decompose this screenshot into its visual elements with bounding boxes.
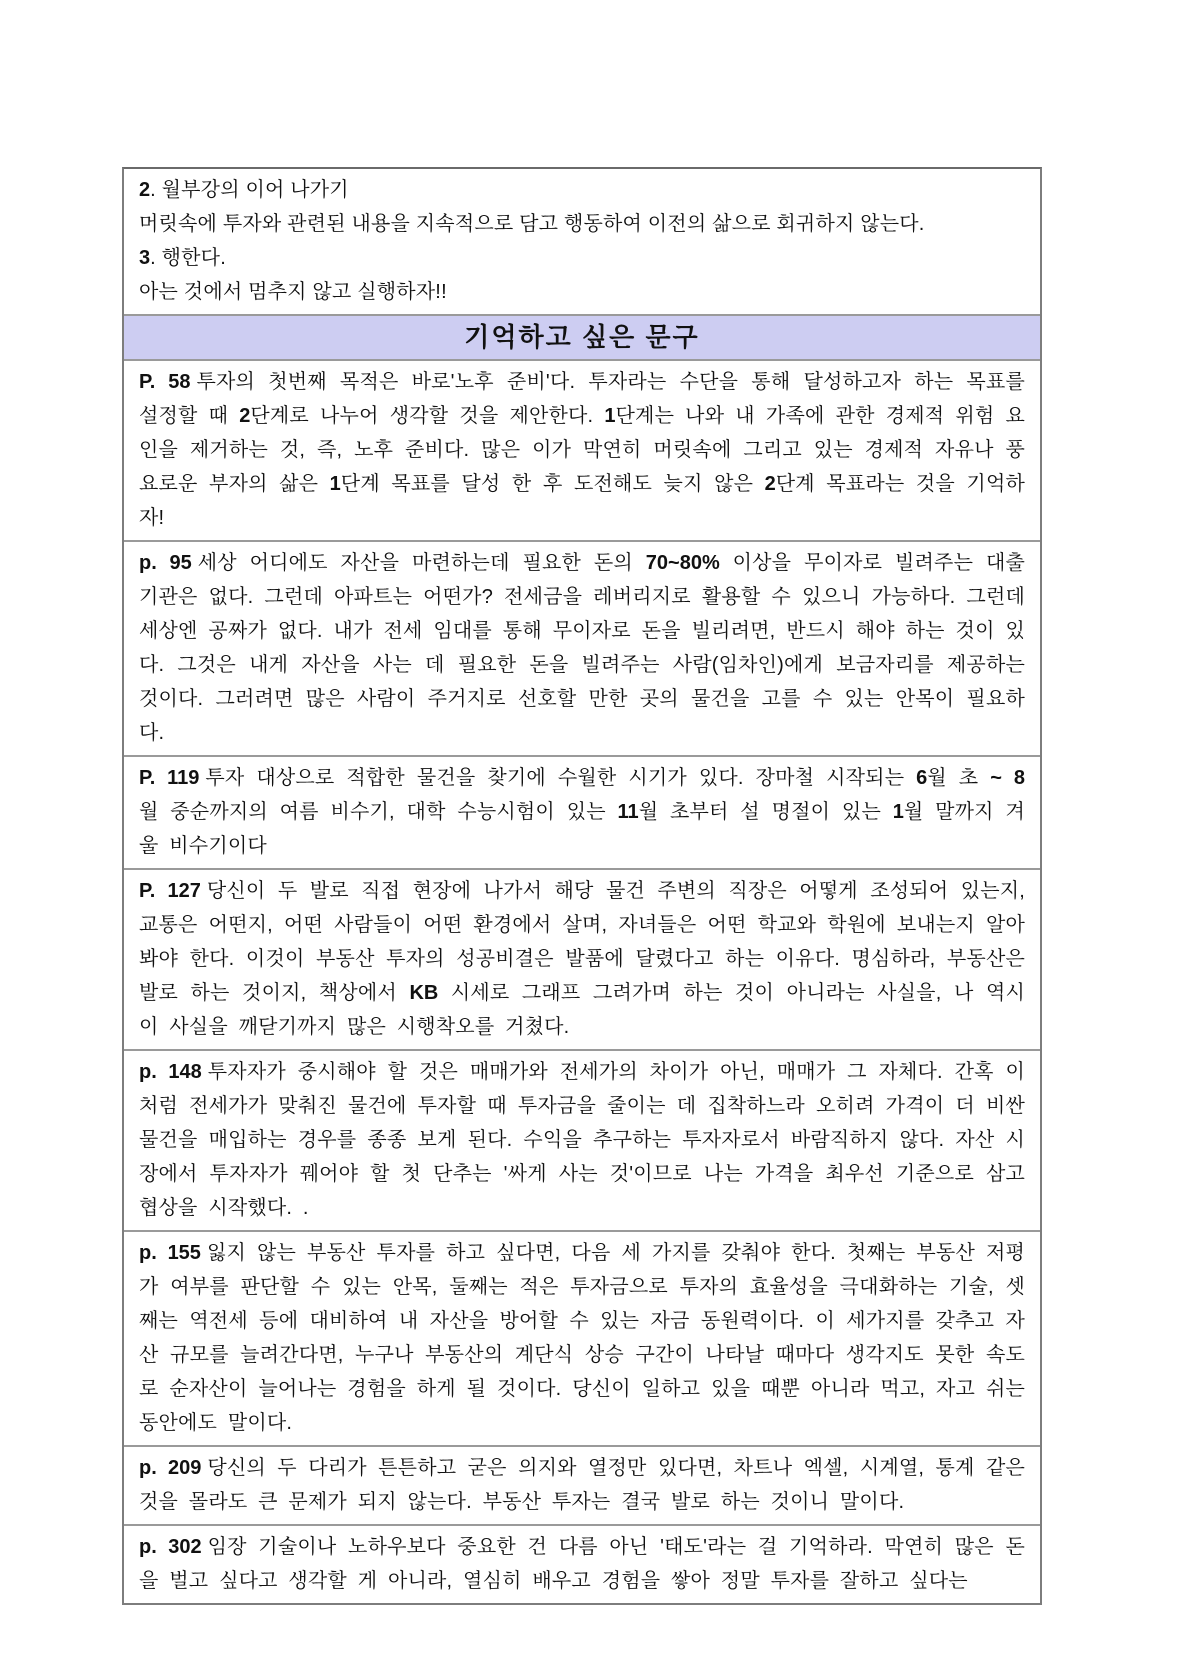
quote-text: 투자자가 중시해야 할 것은 매매가와 전세가의 차이가 아닌, 매매가 그 자체다. 간혹 이처럼 전세가가 맞춰진 물건에 투자할 때 투자금을 줄이는 데 집착하느라 오히려 가격이 더 비싼 물건을 매입하는 경우를 종종 보게 된다. 수익을 추구하는 투자자로서 바람직하지 않다. 자산 시장에서 투자자가 꿰어야 할 첫 단추는 '싸게 사는 것'이므로 나는 가격을 최우선 기준으로 삼고 협상을 시작했다. . — [139, 1061, 1025, 1219]
notes-table — [122, 167, 1042, 1605]
quote-text: 세상 어디에도 자산을 마련하는데 필요한 돈의 70~80% 이상을 무이자로 빌려주는 대출 기관은 없다. 그런데 아파트는 어떤가? 전세금을 레버리지로 활용할 수 있으니 가능하다. 그런데 세상엔 공짜가 없다. 내가 전세 임대를 통해 무이자로 돈을 빌리려면, 반드시 해야 하는 것이 있다. 그것은 내게 자산을 사는 데 필요한 돈을 빌려주는 사람(임차인)에게 보금자리를 제공하는 것이다. 그러려면 많은 사람이 주거지로 선호할 만한 곳의 물건을 고를 수 있는 안목이 필요하다. — [139, 552, 1026, 744]
page-ref: P. 127 — [139, 880, 201, 902]
quote-text: 투자 대상으로 적합한 물건을 찾기에 수월한 시기가 있다. 장마철 시작되는 6월 초 ~ 8월 중순까지의 여름 비수기, 대학 수능시험이 있는 11월 초부터 설 명절이 있는 1월 말까지 겨울 비수기이다 — [139, 767, 1025, 857]
page-ref: p. 148 — [139, 1061, 202, 1083]
quote-text: 투자의 첫번째 목적은 바로'노후 준비'다. 투자라는 수단을 통해 달성하고자 하는 목표를 설정할 때 2단계로 나누어 생각할 것을 제안한다. 1단계는 나와 내 가족에 관한 경제적 위험 요인을 제거하는 것, 즉, 노후 준비다. 많은 이가 막연히 머릿속에 그리고 있는 경제적 자유나 풍요로운 부자의 삶은 1단계 목표를 달성 한 후 도전해도 늦지 않은 2단계 목표라는 것을 기억하자! — [139, 371, 1026, 529]
intro-row — [124, 169, 1040, 314]
quote-text: 당신이 두 발로 직접 현장에 나가서 해당 물건 주변의 직장은 어떻게 조성되어 있는지, 교통은 어떤지, 어떤 사람들이 어떤 환경에서 살며, 자녀들은 어떤 학교와 학원에 보내는지 알아봐야 한다. 이것이 부동산 투자의 성공비결은 발품에 달렸다고 하는 이유다. 명심하라, 부동산은 발로 하는 것이지, 책상에서 KB 시세로 그래프 그려가며 하는 것이 아니라는 사실을, 나 역시 이 사실을 깨닫기까지 많은 시행착오를 거쳤다. — [139, 880, 1026, 1038]
quote-row — [124, 1445, 1040, 1524]
intro-line: 아는 것에서 멈추지 않고 실행하자!! — [139, 281, 447, 303]
quote-row — [124, 868, 1040, 1049]
section-header-memorable-phrases: 기억하고 싶은 문구 — [124, 314, 1040, 359]
quote-row — [124, 755, 1040, 868]
quote-row — [124, 1230, 1040, 1445]
quote-row — [124, 1524, 1040, 1603]
intro-line: 머릿속에 투자와 관련된 내용을 지속적으로 담고 행동하여 이전의 삶으로 회귀하지 않는다. — [139, 213, 925, 235]
page-ref: P. 58 — [139, 371, 191, 393]
page-ref: p. 209 — [139, 1457, 202, 1479]
intro-line: 2. 월부강의 이어 나가기 — [139, 179, 349, 201]
quote-row — [124, 359, 1040, 540]
quote-text: 당신의 두 다리가 튼튼하고 굳은 의지와 열정만 있다면, 차트나 엑셀, 시계열, 통계 같은 것을 몰라도 큰 문제가 되지 않는다. 부동산 투자는 결국 발로 하는 것이니 말이다. — [139, 1457, 1026, 1513]
page-ref: p. 155 — [139, 1242, 201, 1264]
intro-line: 3. 행한다. — [139, 247, 226, 269]
page-ref: P. 119 — [139, 767, 200, 789]
page-ref: p. 95 — [139, 552, 192, 574]
quote-row — [124, 1049, 1040, 1230]
quote-row — [124, 540, 1040, 755]
quote-text: 잃지 않는 부동산 투자를 하고 싶다면, 다음 세 가지를 갖춰야 한다. 첫째는 부동산 저평가 여부를 판단할 수 있는 안목, 둘째는 적은 투자금으로 투자의 효율성을 극대화하는 기술, 셋째는 역전세 등에 대비하여 내 자산을 방어할 수 있는 자금 동원력이다. 이 세가지를 갖추고 자산 규모를 늘려간다면, 누구나 부동산의 계단식 상승 구간이 나타날 때마다 생각지도 못한 속도로 순자산이 늘어나는 경험을 하게 될 것이다. 당신이 일하고 있을 때뿐 아니라 먹고, 자고 쉬는 동안에도 말이다. — [139, 1242, 1025, 1434]
quote-text: 임장 기술이나 노하우보다 중요한 건 다름 아닌 '태도'라는 걸 기억하라. 막연히 많은 돈을 벌고 싶다고 생각할 게 아니라, 열심히 배우고 경험을 쌓아 정말 투자를 잘하고 싶다는 — [139, 1536, 1025, 1592]
page-ref: p. 302 — [139, 1536, 202, 1558]
